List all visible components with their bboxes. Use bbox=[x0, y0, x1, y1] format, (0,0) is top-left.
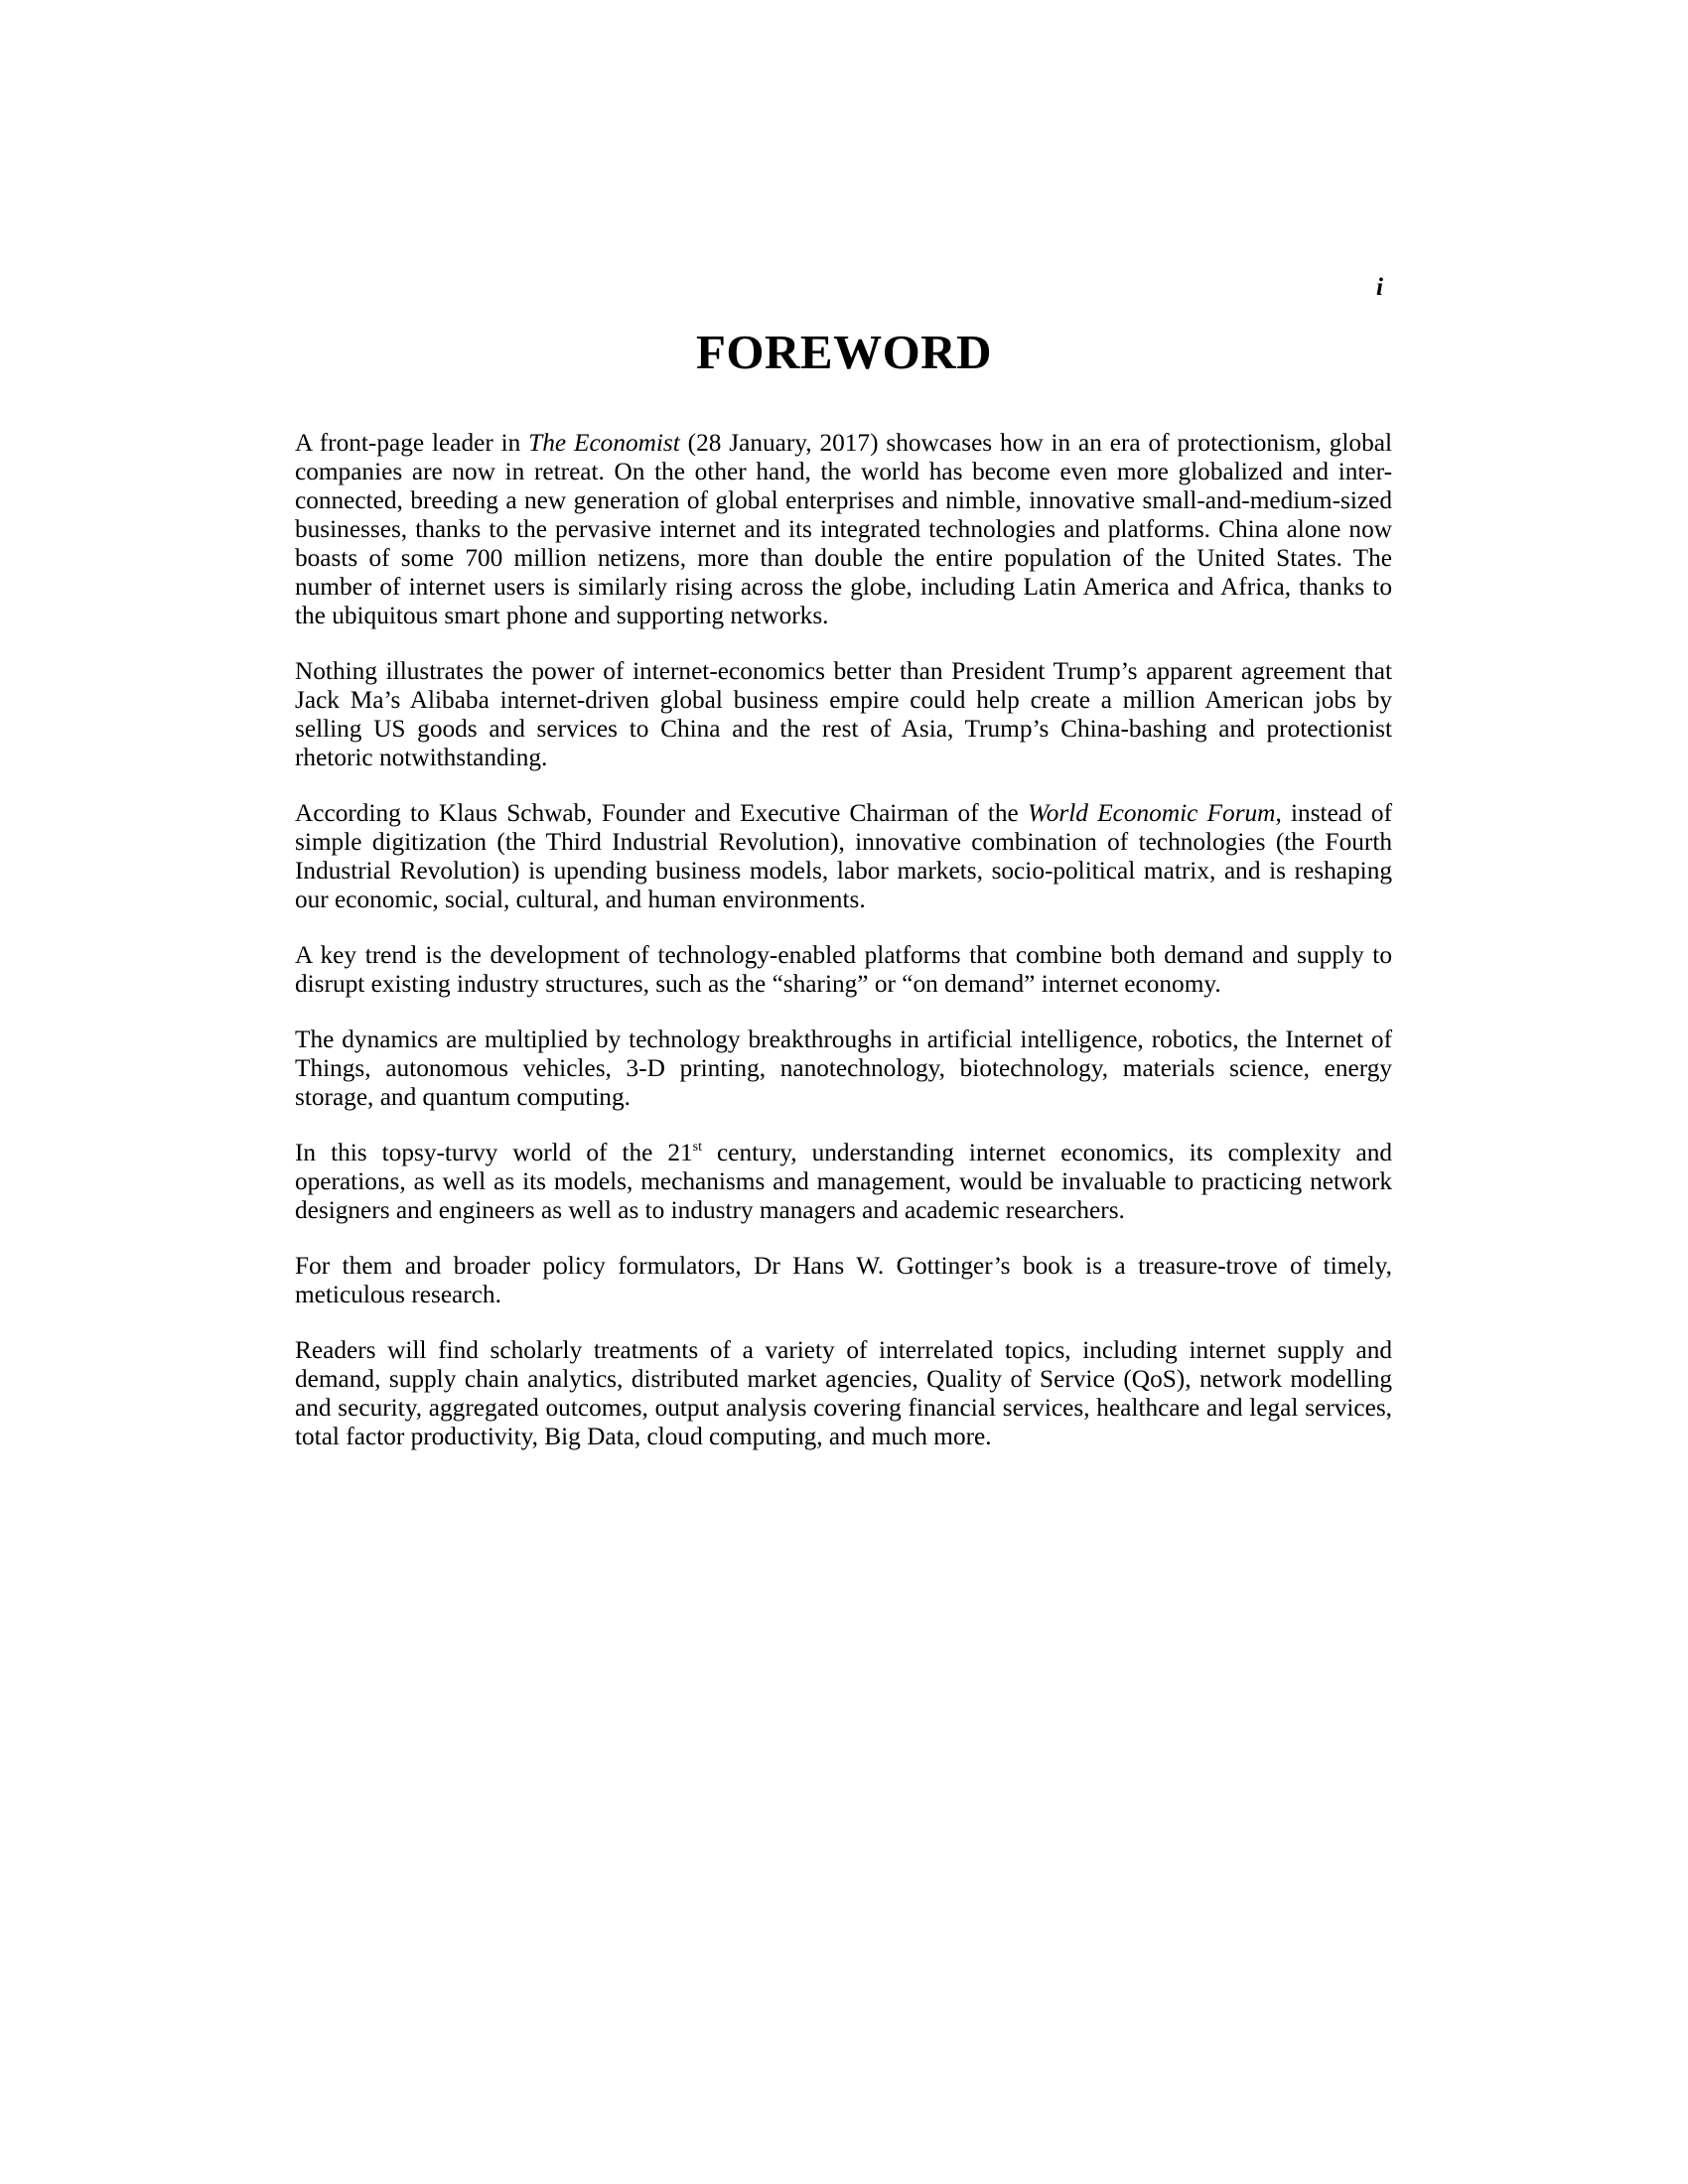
paragraph-text: A front-page leader in bbox=[295, 429, 529, 457]
foreword-body bbox=[295, 429, 1392, 1478]
paragraph-alibaba: Nothing illustrates the power of internet-economics better than President Trump’s apparent agreement that Jack Ma’s Alibaba internet-driven global business empire could help create a million American jobs by selling US goods and services to China and the rest of Asia, Trump’s China-bashing and protectionist rhetoric notwithstanding. bbox=[295, 657, 1392, 771]
paragraph-key-trend: A key trend is the development of technology-enabled platforms that combine both demand and supply to disrupt existing industry structures, such as the “sharing” or “on demand” internet economy. bbox=[295, 941, 1392, 998]
organization-name: World Economic Forum bbox=[1028, 799, 1276, 827]
paragraph-topsy-turvy bbox=[295, 1139, 1392, 1225]
paragraph-text: (28 January, 2017) showcases how in an era of protectionism, global companies are now in retreat. On the other hand, the world has become even more globalized and inter-connected, breeding a new generation of global enterprises and nimble, innovative small-and-medium-sized businesses, thanks to the pervasive internet and its integrated technologies and platforms. China alone now boasts of some 700 million netizens, more than double the entire population of the United States. The number of internet users is similarly rising across the globe, including Latin America and Africa, thanks to the ubiquitous smart phone and supporting networks. bbox=[295, 429, 1392, 629]
ordinal-superscript: st bbox=[692, 1140, 703, 1155]
paragraph-readers: Readers will find scholarly treatments of a variety of interrelated topics, including internet supply and demand, supply chain analytics, distributed market agencies, Quality of Service (QoS), network modelling and security, aggregated outcomes, output analysis covering financial services, healthcare and legal services, total factor productivity, Big Data, cloud computing, and much more. bbox=[295, 1336, 1392, 1450]
paragraph-text: century, understanding internet economics, its complexity and operations, as well as its models, mechanisms and management, would be invaluable to practicing network designers and engineers as well as to industry managers and academic researchers. bbox=[295, 1139, 1392, 1224]
page-number: i bbox=[1376, 274, 1383, 301]
paragraph-economist bbox=[295, 429, 1392, 630]
paragraph-text: , instead of simple digitization (the Third Industrial Revolution), innovative combination of technologies (the Fourth Industrial Revolution) is upending business models, labor markets, socio-political matrix, and is reshaping our economic, social, cultural, and human environments. bbox=[295, 799, 1392, 913]
paragraph-text: In this topsy-turvy world of the 21 bbox=[295, 1139, 693, 1166]
paragraph-dynamics: The dynamics are multiplied by technology breakthroughs in artificial intelligence, robotics, the Internet of Things, autonomous vehicles, 3-D printing, nanotechnology, biotechnology, materials science, energy storage, and quantum computing. bbox=[295, 1025, 1392, 1111]
paragraph-treasure-trove: For them and broader policy formulators, Dr Hans W. Gottinger’s book is a treasure-trove of timely, meticulous research. bbox=[295, 1252, 1392, 1308]
publication-title: The Economist bbox=[528, 429, 680, 457]
paragraph-text: According to Klaus Schwab, Founder and Executive Chairman of the bbox=[295, 799, 1029, 827]
paragraph-schwab bbox=[295, 799, 1392, 914]
page-title: FOREWORD bbox=[696, 325, 992, 379]
